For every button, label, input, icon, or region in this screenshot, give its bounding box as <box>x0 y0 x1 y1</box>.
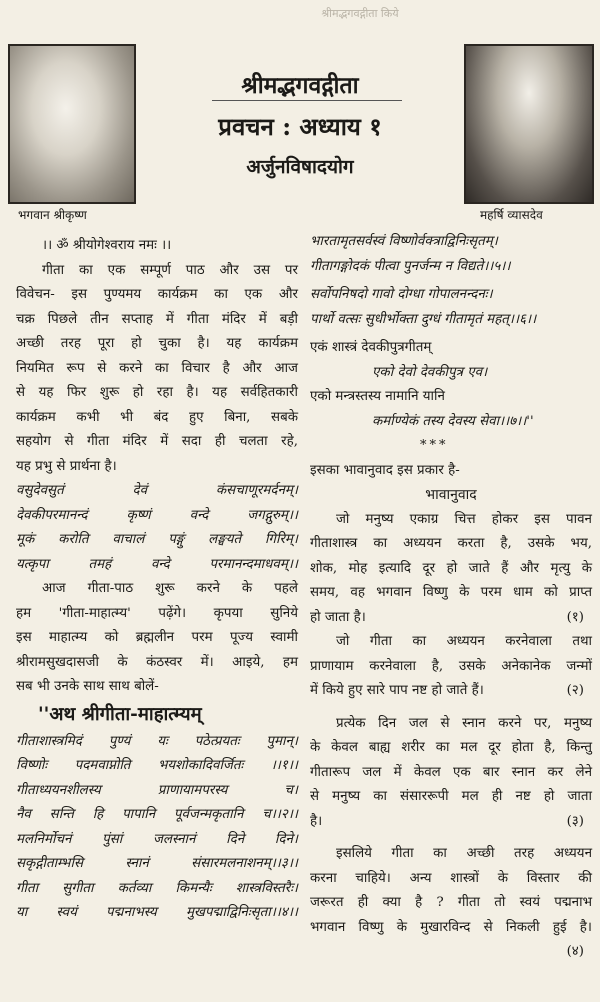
verse-number: (४) <box>566 944 584 959</box>
intro-line: अच्छी तरह पूरा हो चुका है। यह कार्यक्रम <box>16 336 298 351</box>
verse-line: देवकीपरमानन्दं कृष्णं वन्दे जगद्गुरुम्।। <box>16 507 298 523</box>
verse-line: एको मन्त्रस्तस्य नामानि यानि <box>310 389 445 404</box>
translation-line: जो मनुष्य एकाग्र चित्त होकर इस पावन <box>336 511 592 527</box>
mahatmya-verse: मलनिर्मोचनं पुंसां जलस्नानं दिने दिने। <box>16 831 298 847</box>
verse-line: मूकं करोति वाचालं पङ्गुं लङ्घयते गिरिम्। <box>16 532 298 547</box>
spacer <box>310 834 592 842</box>
translation-text: में किये हुए सारे पाप नष्ट हो जाते हैं। <box>310 683 484 698</box>
translation-line: से मनुष्य का संसाररूपी मल ही नष्ट हो जाता <box>310 789 592 804</box>
verse-line: एकं शास्त्रं देवकीपुत्रगीतम् <box>310 340 432 355</box>
translation-line: गीताशास्त्र का अध्ययन करता है, उसके भय, <box>310 536 592 551</box>
intro-line: सहयोग से गीता मंदिर में सदा ही चलता रहे, <box>16 434 298 449</box>
intro-line: चक्र पिछले तीन सप्ताह में गीता मंदिर में बड़ी <box>16 311 298 327</box>
para-line: हम 'गीता-माहात्म्य' पढ़ेंगे। कृपया सुनिये <box>16 605 298 621</box>
verse-line: कर्माण्येकं तस्य देवस्य सेवा।।७।।'' <box>372 413 534 429</box>
translation-line <box>310 679 592 704</box>
verse-line: गीतागङ्गोदकं पीत्वा पुनर्जन्म न विद्यते।।५।। <box>310 258 511 274</box>
translation-line <box>310 810 592 835</box>
intro-line: से यह फिर शुरू हो रहा है। यह सर्वहितकारी <box>16 385 298 400</box>
left-column <box>16 234 298 926</box>
verse-line: सर्वोपनिषदो गावो दोग्धा गोपालनन्दनः। <box>310 287 493 302</box>
para-line: आज गीता-पाठ शुरू करने के पहले <box>42 581 298 596</box>
book-title: श्रीमद्भगवद्गीता <box>241 72 359 99</box>
translation-text: हो जाता है। <box>310 609 366 625</box>
verse-number: (२) <box>566 683 584 698</box>
chapter-name: अर्जुनविषादयोग <box>246 156 354 178</box>
intro-line: यह प्रभु से प्रार्थना है। <box>16 458 117 474</box>
krishna-photo <box>8 44 136 204</box>
para-line: श्रीरामसुखदासजी के कंठस्वर में। आइये, हम <box>16 654 298 670</box>
translation-line: इसलिये गीता का अच्छी तरह अध्ययन <box>336 846 592 861</box>
mahatmya-verse: विष्णोः पदमवाप्नोति भयशोकादिवर्जितः ।।१।। <box>16 758 298 773</box>
mahatmya-verse: गीताध्ययनशीलस्य प्राणायामपरस्य च। <box>16 782 298 798</box>
spacer <box>310 704 592 712</box>
mahatmya-verse: गीताशास्त्रमिदं पुण्यं यः पठेत्प्रयतः पुमान्। <box>16 733 298 749</box>
intro-line: गीता का एक सम्पूर्ण पाठ और उस पर <box>42 262 298 278</box>
intro-line: विवेचन- इस पुण्यमय कार्यक्रम का एक और <box>16 287 298 302</box>
verse-number: (३) <box>566 813 584 829</box>
translation-line: जो गीता का अध्ययन करनेवाला तथा <box>336 634 592 649</box>
krishna-caption: भगवान श्रीकृष्ण <box>18 208 87 222</box>
discourse-chapter-heading: प्रवचन : अध्याय १ <box>218 112 382 141</box>
para-line: इस माहात्म्य को ब्रह्मलीन परम पूज्य स्वामी <box>16 630 298 645</box>
translation-line: के केवल बाह्य शरीर का मल दूर होता है, किन्तु <box>310 740 592 755</box>
verse-line: यत्कृपा तमहं वन्दे परमानन्दमाधवम्।। <box>16 556 298 572</box>
translation-line: गीतारूप जल में केवल एक बार स्नान कर लेने <box>310 764 592 780</box>
verse-line: एको देवो देवकीपुत्र एव। <box>372 364 488 380</box>
verse-line: वसुदेवसुतं देवं कंसचाणूरमर्दनम्। <box>16 483 298 498</box>
translation-line: शोक, मोह इत्यादि दूर हो जाते हैं और मृत्यु के <box>310 560 592 576</box>
mahatmya-verse: नैव सन्ति हि पापानि पूर्वजन्मकृतानि च।।२।। <box>16 807 298 822</box>
translation-line <box>310 606 592 631</box>
translation-line: प्राणायाम करनेवाला है, उसके अनेकानेक जन्मों <box>310 658 592 674</box>
mahatmya-verse: या स्वयं पद्मनाभस्य मुखपद्माद्विनिःसृता।।४।। <box>16 905 298 920</box>
translation-heading: भावानुवाद <box>425 487 477 503</box>
verse-number: (१) <box>566 609 584 625</box>
faint-running-header: श्रीमद्भगवद्गीता किये <box>321 7 399 20</box>
invocation: ।। ॐ श्रीयोगेश्वराय नमः ।। <box>42 238 172 253</box>
translation-line: समय, वह भगवान विष्णु के परम धाम को प्राप्त <box>310 585 592 600</box>
translation-text: है। <box>310 813 323 829</box>
right-column <box>310 230 592 965</box>
translation-line: भगवान विष्णु के मुखारविन्द से निकली हुई है। <box>310 919 592 935</box>
translation-line: जरूरत ही क्या है ? गीता तो स्वयं पद्मनाभ <box>310 895 592 910</box>
mahatmya-heading: ''अथ श्रीगीता-माहात्म्यम् <box>38 703 202 725</box>
mahatmya-verse: सकृद्गीताम्भसि स्नानं संसारमलनाशनम्।।३।। <box>16 856 298 871</box>
para-line: सब भी उनके साथ साथ बोलें- <box>16 679 159 694</box>
stars-divider: *** <box>420 438 449 453</box>
intro-line: नियमित रूप से करने का विचार है और आज <box>16 360 298 376</box>
vyasa-photo <box>464 44 594 204</box>
intro-line: कार्यक्रम कभी भी बंद हुए बिना, सबके <box>16 409 298 425</box>
verse-line: पार्थो वत्सः सुधीर्भोक्ता दुग्धं गीतामृतं महत्।।६।। <box>310 311 537 327</box>
title-underline <box>212 100 402 101</box>
translation-line: प्रत्येक दिन जल से स्नान करने पर, मनुष्य <box>336 715 592 731</box>
verse-line: भारतामृतसर्वस्वं विष्णोर्वक्त्राद्विनिःसृतम्। <box>310 234 498 249</box>
translation-line: करना चाहिये। अन्य शास्त्रों के विस्तार की <box>310 870 592 886</box>
translation-intro: इसका भावानुवाद इस प्रकार है- <box>310 462 460 478</box>
mahatmya-verse: गीता सुगीता कर्तव्या किमन्यैः शास्त्रविस्तरैः। <box>16 880 298 896</box>
vyasa-caption: महर्षि व्यासदेव <box>480 208 543 222</box>
